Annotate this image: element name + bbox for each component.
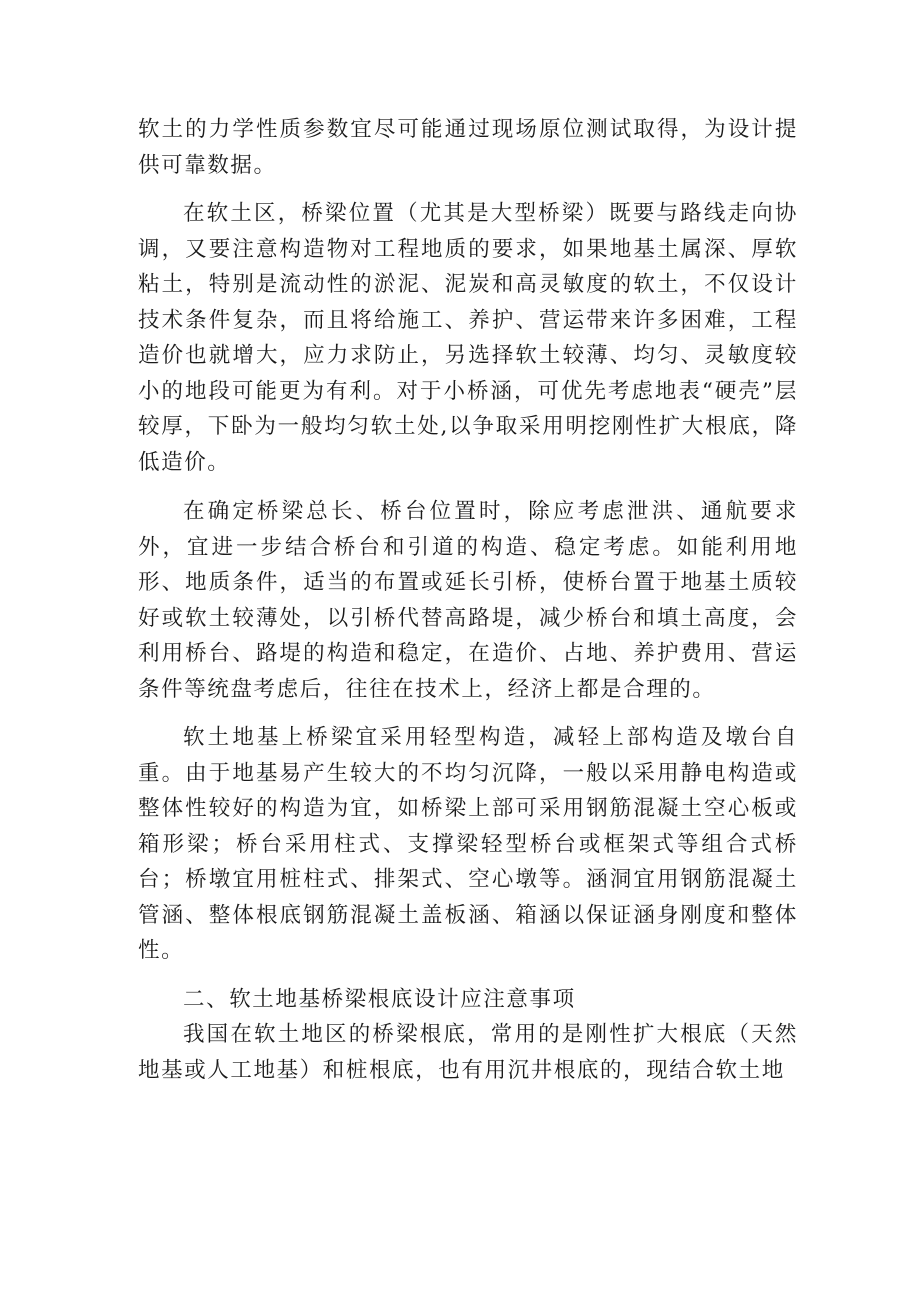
section-heading: 二、软土地基桥梁根底设计应注意事项	[183, 986, 576, 1012]
paragraph-continuation: 软土的力学性质参数宜尽可能通过现场原位测试取得，为设计提供可靠数据。	[138, 117, 798, 178]
paragraph-bridge-length: 在确定桥梁总长、桥台位置时，除应考虑泄洪、通航要求外，宜进一步结合桥台和引道的构造、稳定考虑。如能利用地形、地质条件，适当的布置或延长引桥，使桥台置于地基土质较好或软土较薄处，以引桥代替高路堤，减少桥台和填土高度，会利用桥台、路堤的构造和稳定，在造价、占地、养护费用、营运条件等统盘考虑后，往往在技术上，经济上都是合理的。	[138, 499, 798, 702]
paragraph-foundation-intro: 我国在软土地区的桥梁根底，常用的是刚性扩大根底（天然地基或人工地基）和桩根底，也有用沉井根底的，现结合软土地	[138, 1022, 798, 1083]
document-page	[138, 112, 798, 1088]
paragraph-light-structure: 软土地基上桥梁宜采用轻型构造，减轻上部构造及墩台自重。由于地基易产生较大的不均匀沉降，一般以采用静电构造或整体性较好的构造为宜，如桥梁上部可采用钢筋混凝土空心板或箱形梁；桥台采用柱式、支撑梁轻型桥台或框架式等组合式桥台；桥墩宜用桩柱式、排架式、空心墩等。涵洞宜用钢筋混凝土管涵、整体根底钢筋混凝土盖板涵、箱涵以保证涵身刚度和整体性。	[138, 725, 798, 963]
paragraph-bridge-location: 在软土区，桥梁位置（尤其是大型桥梁）既要与路线走向协调，又要注意构造物对工程地质的要求，如果地基土属深、厚软粘土，特别是流动性的淤泥、泥炭和高灵敏度的软土，不仅设计技术条件复杂，而且将给施工、养护、营运带来许多困难，工程造价也就增大，应力求防止，另选择软土较薄、均匀、灵敏度较小的地段可能更为有利。对于小桥涵，可优先考虑地表“硬壳”层较厚，下卧为一般均匀软土处,以争取采用明挖刚性扩大根底，降低造价。	[138, 201, 798, 475]
